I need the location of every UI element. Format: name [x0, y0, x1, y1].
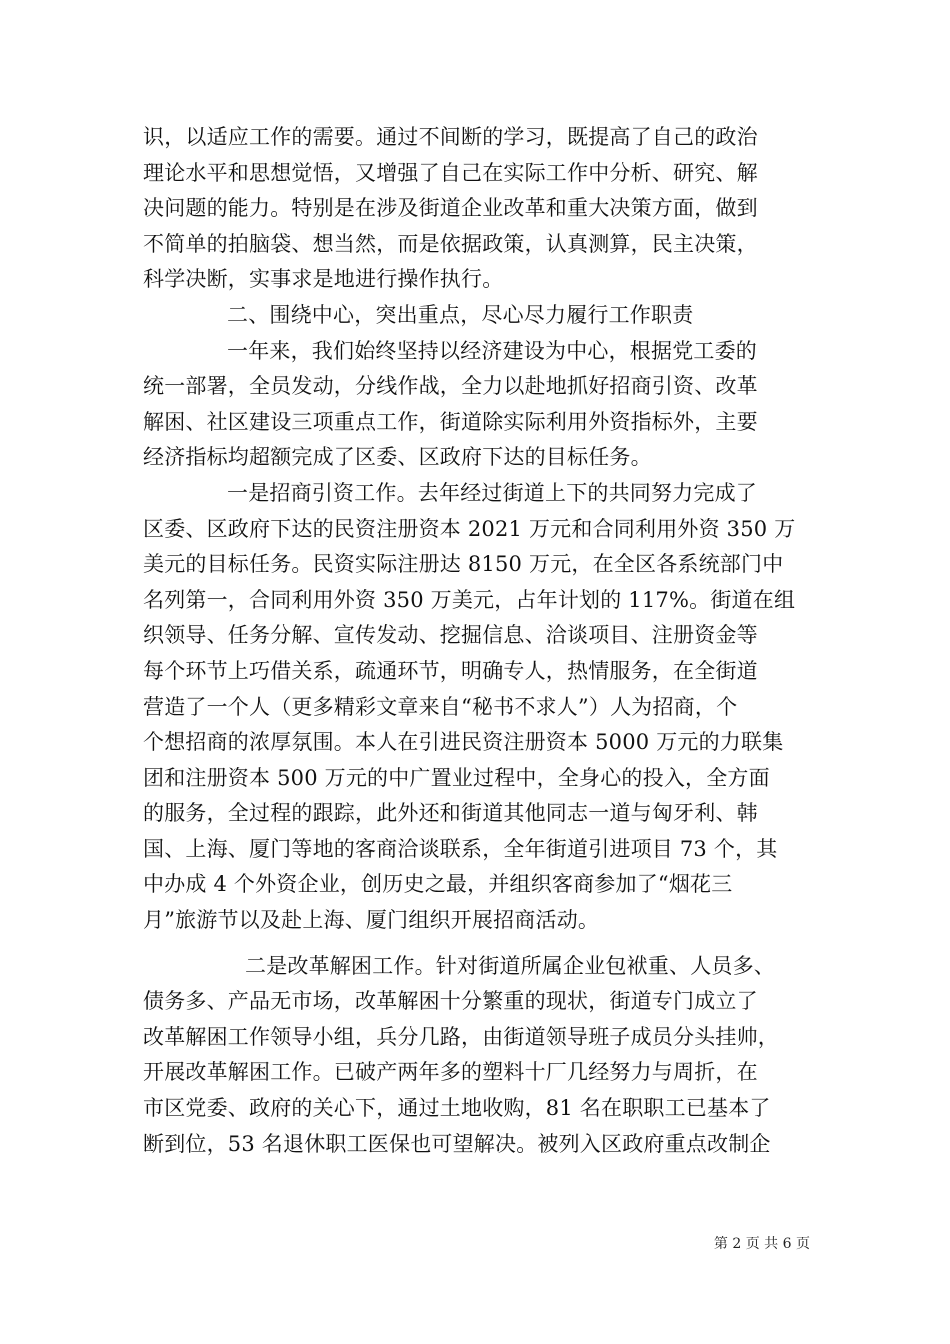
text-line: 织领导、任务分解、宣传发动、挖掘信息、洽谈项目、注册资金等	[143, 623, 758, 648]
text-line: 团和注册资本 500 万元的中广置业过程中，全身心的投入，全方面	[143, 765, 770, 790]
paragraph-center	[143, 334, 815, 476]
text-line: 美元的目标任务。民资实际注册达 8150 万元，在全区各系统部门中	[143, 552, 784, 577]
text-line: 经济指标均超额完成了区委、区政府下达的目标任务。	[143, 445, 652, 470]
text-line: 识，以适应工作的需要。通过不间断的学习，既提高了自己的政治	[143, 125, 758, 149]
text-line: 统一部署，全员发动，分线作战，全力以赴地抓好招商引资、改革	[143, 374, 758, 399]
text-line: 中办成 4 个外资企业，创历史之最，并组织客商参加了“烟花三	[143, 872, 733, 897]
text-line: 名列第一，合同利用外资 350 万美元，占年计划的 117%。街道在组	[143, 587, 796, 612]
text-line: 解困、社区建设三项重点工作，街道除实际利用外资指标外，主要	[143, 409, 758, 434]
paragraph-investment	[143, 476, 815, 939]
paragraph-intro	[143, 120, 815, 298]
text-line: 月”旅游节以及赴上海、厦门组织开展招商活动。	[143, 908, 600, 933]
text-line: 决问题的能力。特别是在涉及街道企业改革和重大决策方面，做到	[143, 196, 758, 221]
text-line: 不简单的拍脑袋、想当然，而是依据政策，认真测算，民主决策，	[143, 231, 758, 256]
text-line: 断到位，53 名退休职工医保也可望解决。被列入区政府重点改制企	[143, 1131, 771, 1156]
text-line: 区委、区政府下达的民资注册资本 2021 万元和合同利用外资 350 万	[143, 516, 796, 541]
text-line: 的服务，全过程的跟踪，此外还和街道其他同志一道与匈牙利、韩	[143, 801, 758, 826]
page-number-footer: 第 2 页 共 6 页	[713, 1236, 810, 1252]
section-heading: 二、围绕中心，突出重点，尽心尽力履行工作职责	[227, 302, 694, 327]
text-line: 每个环节上巧借关系，疏通环节，明确专人，热情服务，在全街道	[143, 658, 758, 683]
text-line: 个想招商的浓厚氛围。本人在引进民资注册资本 5000 万元的力联集	[143, 730, 784, 755]
text-line: 国、上海、厦门等地的客商洽谈联系，全年街道引进项目 73 个，其	[143, 836, 778, 861]
paragraph-gap	[143, 939, 815, 949]
text-line: 二是改革解困工作。针对街道所属企业包袱重、人员多、	[245, 953, 775, 978]
text-line: 债务多、产品无市场，改革解困十分繁重的现状，街道专门成立了	[143, 989, 758, 1014]
text-line: 一年来，我们始终坚持以经济建设为中心，根据党工委的	[227, 338, 757, 363]
text-line: 开展改革解困工作。已破产两年多的塑料十厂几经努力与周折，在	[143, 1060, 758, 1085]
document-body	[143, 120, 815, 1162]
text-line: 一是招商引资工作。去年经过街道上下的共同努力完成了	[227, 480, 757, 505]
paragraph-reform	[143, 949, 815, 1163]
text-line: 科学决断，实事求是地进行操作执行。	[143, 267, 504, 292]
text-line: 改革解困工作领导小组，兵分几路，由街道领导班子成员分头挂帅，	[143, 1024, 779, 1049]
text-line: 理论水平和思想觉悟，又增强了自己在实际工作中分析、研究、解	[143, 160, 758, 185]
text-line: 营造了一个人（更多精彩文章来自“秘书不求人”）人为招商，个	[143, 694, 738, 719]
text-line: 市区党委、政府的关心下，通过土地收购，81 名在职职工已基本了	[143, 1096, 771, 1121]
